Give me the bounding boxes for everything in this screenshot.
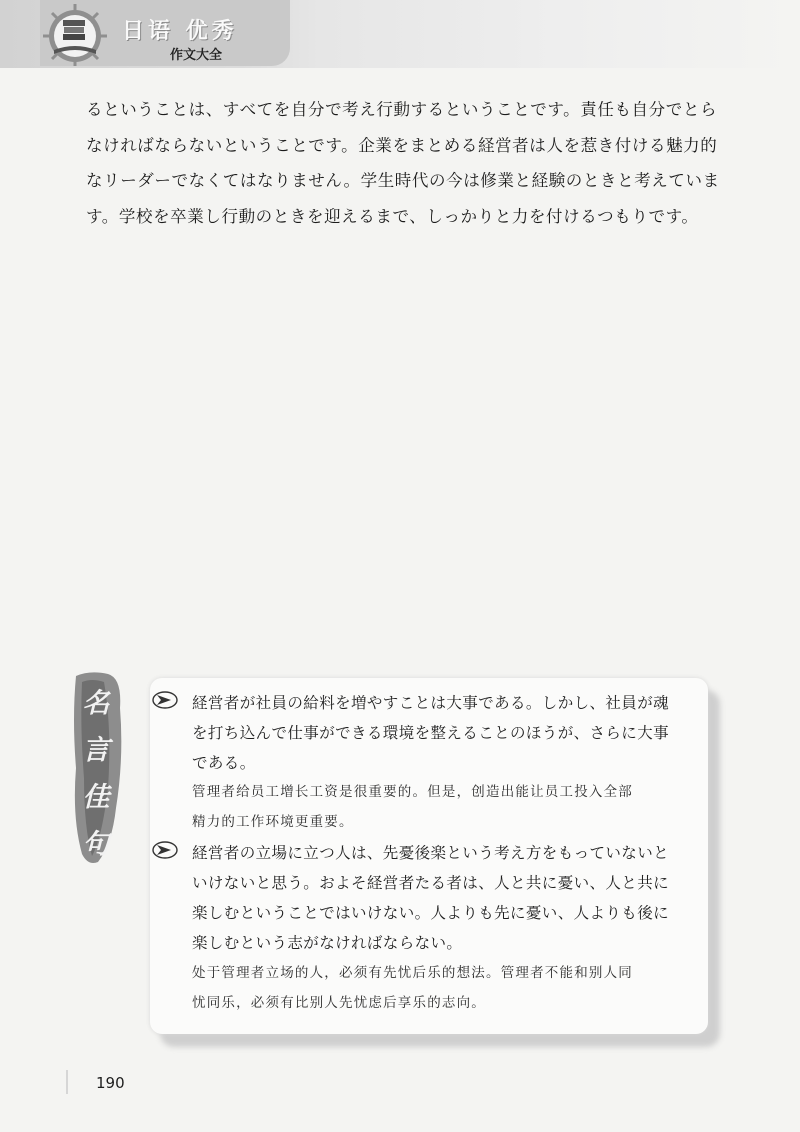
body-line: なければならないということです。企業をまとめる経営者は人を惹き付ける魅力的 [86, 135, 718, 155]
quote-translation-line: 忧同乐，必须有比别人先忧虑后享乐的志向。 [192, 995, 486, 1011]
quotes-label-char: 言 [82, 735, 110, 766]
body-line: す。学校を卒業し行動のときを迎えるまで、しっかりと力を付けるつもりです。 [86, 206, 699, 226]
quote-line: いけないと思う。およそ経営者たる者は、人と共に憂い、人と共に [192, 874, 670, 892]
arrow-bullet-icon [152, 841, 178, 859]
quote-line: 楽しむという志がなければならない。 [192, 934, 463, 952]
quote-line: 経営者が社員の給料を増やすことは大事である。しかし、社員が魂 [192, 694, 670, 712]
quote-line: 経営者の立場に立つ人は、先憂後楽という考え方をもっていないと [192, 844, 670, 862]
quotes-label-char: 句 [82, 829, 110, 860]
quote-translation-line: 管理者给员工增长工资是很重要的。但是，创造出能让员工投入全部 [192, 784, 633, 800]
quote-line: 楽しむということではいけない。人よりも先に憂い、人よりも後に [192, 904, 670, 922]
body-paragraph [86, 92, 726, 234]
quote-line: である。 [192, 754, 256, 772]
series-title: 日语 优秀 [122, 19, 238, 44]
quote-translation-line: 精力的工作环境更重要。 [192, 814, 354, 830]
quote-japanese [192, 838, 702, 958]
series-subtitle: 作文大全 [170, 48, 223, 63]
book-badge-icon [30, 2, 120, 66]
body-line: るということは、すべてを自分で考え行動するということです。責任も自分でとら [86, 100, 718, 119]
quote-chinese [192, 958, 702, 1018]
quote-chinese [192, 777, 702, 837]
arrow-bullet-icon [152, 691, 178, 709]
quotes-label-char: 名 [82, 688, 110, 719]
quote-line: を打ち込んで仕事ができる環境を整えることのほうが、さらに大事 [192, 724, 670, 742]
quotes-label-char: 佳 [82, 782, 110, 813]
page-number: 190 [96, 1074, 125, 1092]
quote-translation-line: 处于管理者立场的人，必须有先忧后乐的想法。管理者不能和别人同 [192, 965, 633, 981]
page-header [0, 0, 800, 68]
page-number-rule [66, 1070, 68, 1094]
quotes-label [76, 680, 116, 868]
body-line: なリーダーでなくてはなりません。学生時代の今は修業と経験のときと考えていま [86, 171, 720, 190]
quote-japanese [192, 688, 702, 778]
